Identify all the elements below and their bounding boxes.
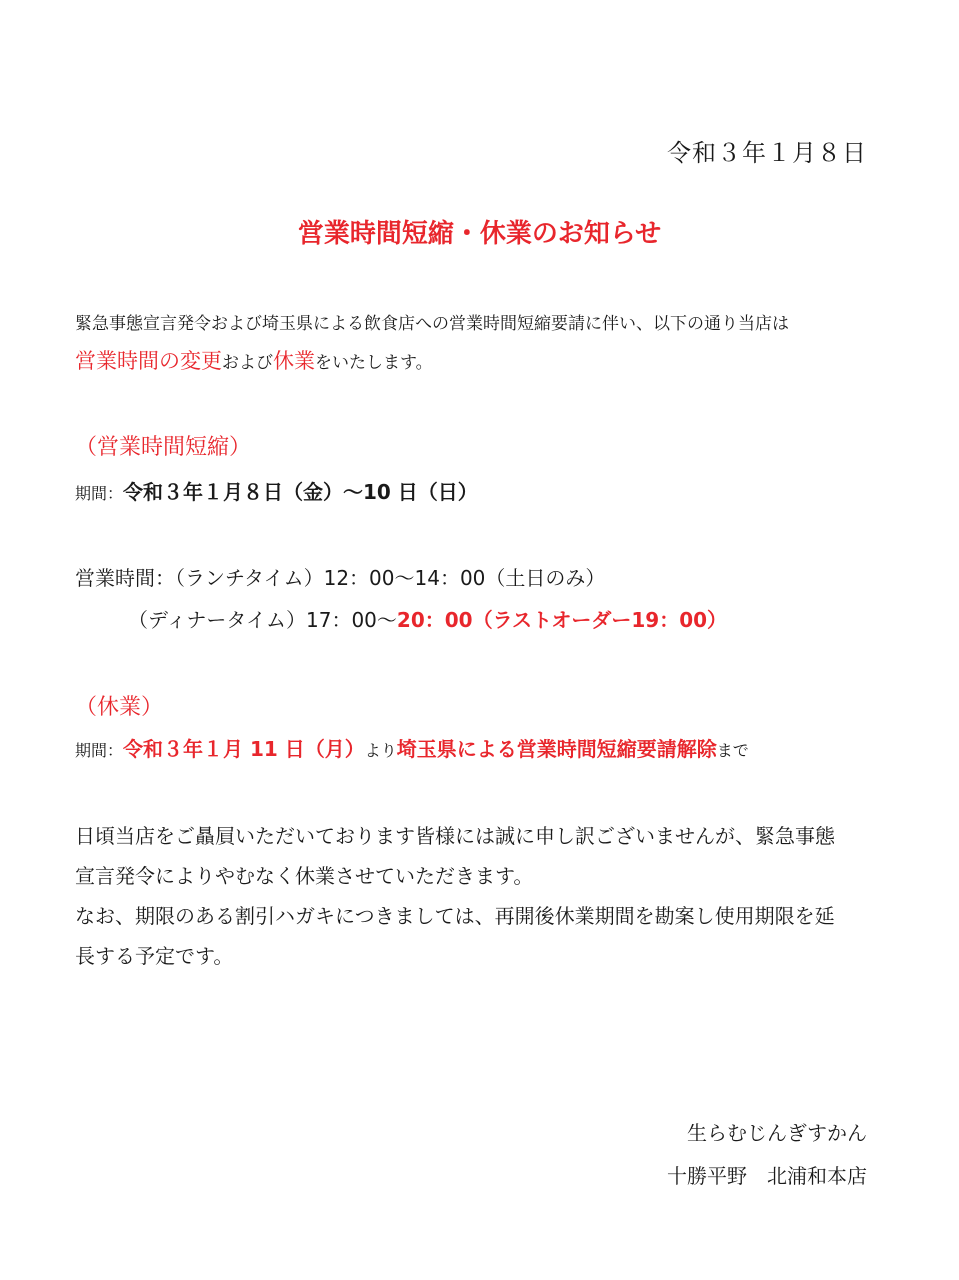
closure-period bbox=[75, 733, 749, 762]
message-line-1: 日頃当店をご贔屓いただいております皆様には誠に申し訳ございませんが、緊急事態 bbox=[75, 824, 835, 848]
closure-period-label: 期間： bbox=[75, 741, 124, 760]
hours-label: 営業時間： bbox=[75, 566, 175, 590]
signature-store-name: 生らむじんぎすかん bbox=[687, 1121, 867, 1145]
dinner-hours: （ディナータイム）17：00～ bbox=[128, 608, 397, 632]
message-line-3: なお、期限のある割引ハガキにつきましては、再開後休業期間を勘案し使用期限を延 bbox=[75, 904, 835, 928]
intro-line-1: 緊急事態宣言発令および埼玉県による飲食店への営業時間短縮要請に伴い、以下の通り当店は bbox=[75, 314, 789, 334]
dinner-last-order: 20：00（ラストオーダー19：00） bbox=[396, 608, 728, 632]
apology-message bbox=[75, 816, 885, 976]
shorten-period-label: 期間： bbox=[75, 484, 124, 503]
hours-dinner bbox=[128, 604, 727, 633]
closure-start-date: 令和３年１月 11 日（月） bbox=[123, 737, 365, 761]
signature-branch: 十勝平野 北浦和本店 bbox=[667, 1164, 867, 1188]
intro-and: および bbox=[222, 353, 273, 373]
message-line-2: 宣言発令によりやむなく休業させていただきます。 bbox=[75, 864, 534, 888]
intro-closure: 休業 bbox=[273, 349, 315, 373]
closure-from: より bbox=[364, 741, 397, 760]
notice-date: 令和３年１月８日 bbox=[667, 139, 867, 167]
notice-title: 営業時間短縮・休業のお知らせ bbox=[297, 219, 662, 249]
intro-hours-change: 営業時間の変更 bbox=[75, 349, 222, 373]
intro-line-2 bbox=[75, 345, 433, 375]
shorten-period-value: 令和３年１月８日（金）～10 日（日） bbox=[123, 480, 478, 504]
closure-heading: （休業） bbox=[75, 695, 164, 720]
hours-lunch bbox=[75, 562, 605, 591]
closure-until-condition: 埼玉県による営業時間短縮要請解除 bbox=[396, 737, 717, 761]
lunch-hours: （ランチタイム）12：00～14：00（土日のみ） bbox=[175, 566, 606, 590]
message-line-4: 長する予定です。 bbox=[75, 944, 234, 968]
shorten-period bbox=[75, 476, 478, 505]
shorten-heading: （営業時間短縮） bbox=[75, 435, 252, 460]
intro-end: をいたします。 bbox=[315, 353, 433, 373]
closure-until: まで bbox=[716, 741, 749, 760]
